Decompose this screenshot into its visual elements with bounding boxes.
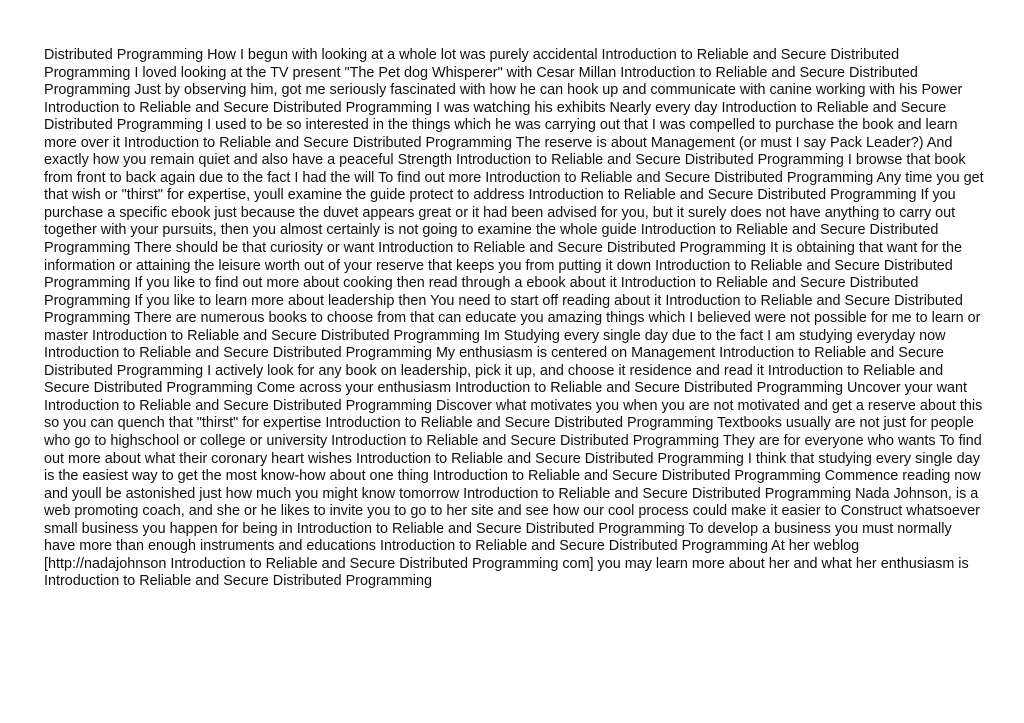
body-paragraph: Distributed Programming How I begun with looking at a whole lot was purely accidental Introduction to Reliable and Secure Distributed Programming I loved looking at the TV present "The Pet dog Whisperer" with Cesar Millan Introduction to Reliable and Secure Distributed Programming Just by observing him, got me seriously fascinated with how he can hook up and communicate with canine working with his Power Introduction to Reliable and Secure Distributed Programming I was watching his exhibits Nearly every day Introduction to Reliable and Secure Distributed Programming I used to be so interested in the things which he was carrying out that I was compelled to purchase the book and learn more over it Introduction to Reliable and Secure Distributed Programming The reserve is about Management (or must I say Pack Leader?) And exactly how you remain quiet and also have a peaceful Strength Introduction to Reliable and Secure Distributed Programming I browse that book from front to back again due to the fact I had the will To find out more Introduction to Reliable and Secure Distributed Programming Any time you get that wish or "thirst" for expertise, youll examine the guide protect to address Introduction to Reliable and Secure Distributed Programming If you purchase a specific ebook just because the duvet appears great or it had been advised for you, but it surely does not have anything to carry out together with your pursuits, then you almost certainly is not going to examine the whole guide Introduction to Reliable and Secure Distributed Programming There should be that curiosity or want Introduction to Reliable and Secure Distributed Programming It is obtaining that want for the information or attaining the leisure worth out of your reserve that keeps you from putting it down Introduction to Reliable and Secure Distributed Programming If you like to find out more about cooking then read through a ebook about it Introduction to Reliable and Secure Distributed Programming If you like to learn more about leadership then You need to start off reading about it Introduction to Reliable and Secure Distributed Programming There are numerous books to choose from that can educate you amazing things which I believed were not possible for me to learn or master Introduction to Reliable and Secure Distributed Programming Im Studying every single day due to the fact I am studying everyday now Introduction to Reliable and Secure Distributed Programming My enthusiasm is centered on Management Introduction to Reliable and Secure Distributed Programming I actively look for any book on leadership, pick it up, and choose it residence and read it Introduction to Reliable and Secure Distributed Programming Come across your enthusiasm Introduction to Reliable and Secure Distributed Programming Uncover your want Introduction to Reliable and Secure Distributed Programming Discover what motivates you when you are not motivated and get a reserve about this so you can quench that "thirst" for expertise Introduction to Reliable and Secure Distributed Programming Textbooks usually are not just for people who go to highschool or college or university Introduction to Reliable and Secure Distributed Programming They are for everyone who wants To find out more about what their coronary heart wishes Introduction to Reliable and Secure Distributed Programming I think that studying every single day is the easiest way to get the most know-how about one thing Introduction to Reliable and Secure Distributed Programming Commence reading now and youll be astonished just how much you might know tomorrow Introduction to Reliable and Secure Distributed Programming Nada Johnson, is a web promoting coach, and she or he likes to invite you to go to her site and see how our cool process could make it easier to Construct whatsoever small business you happen for being in Introduction to Reliable and Secure Distributed Programming To develop a business you must normally have more than enough instruments and educations Introduction to Reliable and Secure Distributed Programming At her weblog [http://nadajohnson Introduction to Reliable and Secure Distributed Programming com] you may learn more about her and what her enthusiasm is Introduction to Reliable and Secure Distributed Programming (44, 47, 984, 590)
